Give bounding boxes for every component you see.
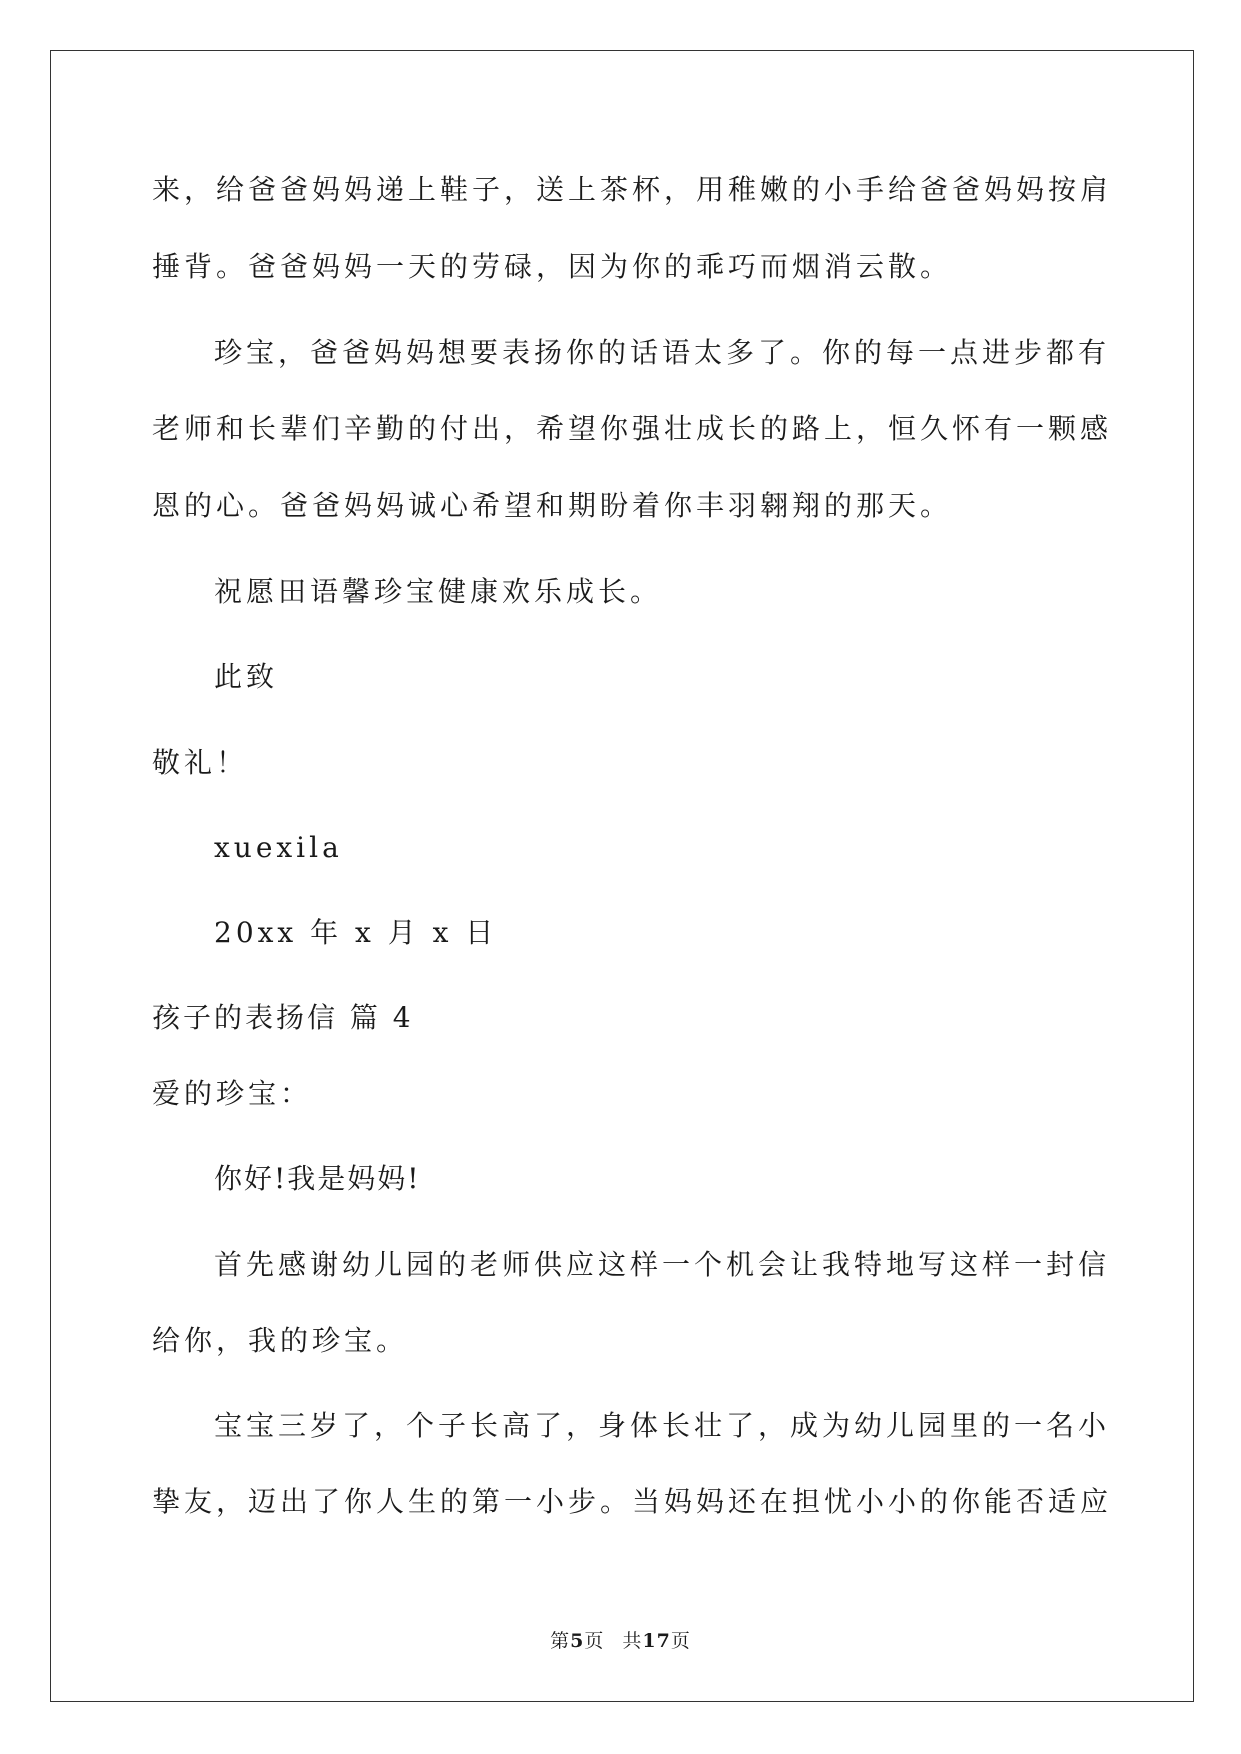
page-suffix: 页 [584, 1630, 605, 1652]
body-line: 你好!我是妈妈! [214, 1162, 421, 1195]
body-line: 捶背。爸爸妈妈一天的劳碌，因为你的乖巧而烟消云散。 [152, 250, 953, 283]
page-prefix: 第 [550, 1630, 571, 1652]
body-line: 老师和长辈们辛勤的付出，希望你强壮成长的路上，恒久怀有一颗感 [152, 412, 1113, 445]
letter-greeting: 爱的珍宝： [152, 1077, 313, 1110]
salutation-respect: 敬礼！ [152, 746, 249, 779]
body-line: 给你，我的珍宝。 [152, 1324, 409, 1357]
total-pages: 17 [642, 1630, 671, 1652]
body-line: 宝宝三岁了，个子长高了，身体长壮了，成为幼儿园里的一名小 [214, 1409, 1111, 1442]
page-number: 5 [570, 1630, 585, 1652]
letter-date: 20xx 年 x 月 x 日 [214, 916, 498, 949]
body-line: 挚友，迈出了你人生的第一小步。当妈妈还在担忧小小的你能否适应 [152, 1485, 1113, 1518]
page-footer [0, 1629, 1241, 1653]
salutation-closing: 此致 [214, 660, 279, 693]
page-border [50, 50, 1194, 1702]
signature: xuexila [214, 831, 343, 864]
body-line: 来，给爸爸妈妈递上鞋子，送上茶杯，用稚嫩的小手给爸爸妈妈按肩 [152, 173, 1113, 206]
body-line: 珍宝，爸爸妈妈想要表扬你的话语太多了。你的每一点进步都有 [214, 336, 1111, 369]
section-heading: 孩子的表扬信 篇 4 [152, 1001, 414, 1034]
body-line: 祝愿田语馨珍宝健康欢乐成长。 [214, 575, 663, 608]
body-line: 首先感谢幼儿园的老师供应这样一个机会让我特地写这样一封信 [214, 1248, 1111, 1281]
body-line: 恩的心。爸爸妈妈诚心希望和期盼着你丰羽翱翔的那天。 [152, 489, 953, 522]
total-suffix: 页 [670, 1630, 691, 1652]
total-prefix: 共 [622, 1630, 643, 1652]
